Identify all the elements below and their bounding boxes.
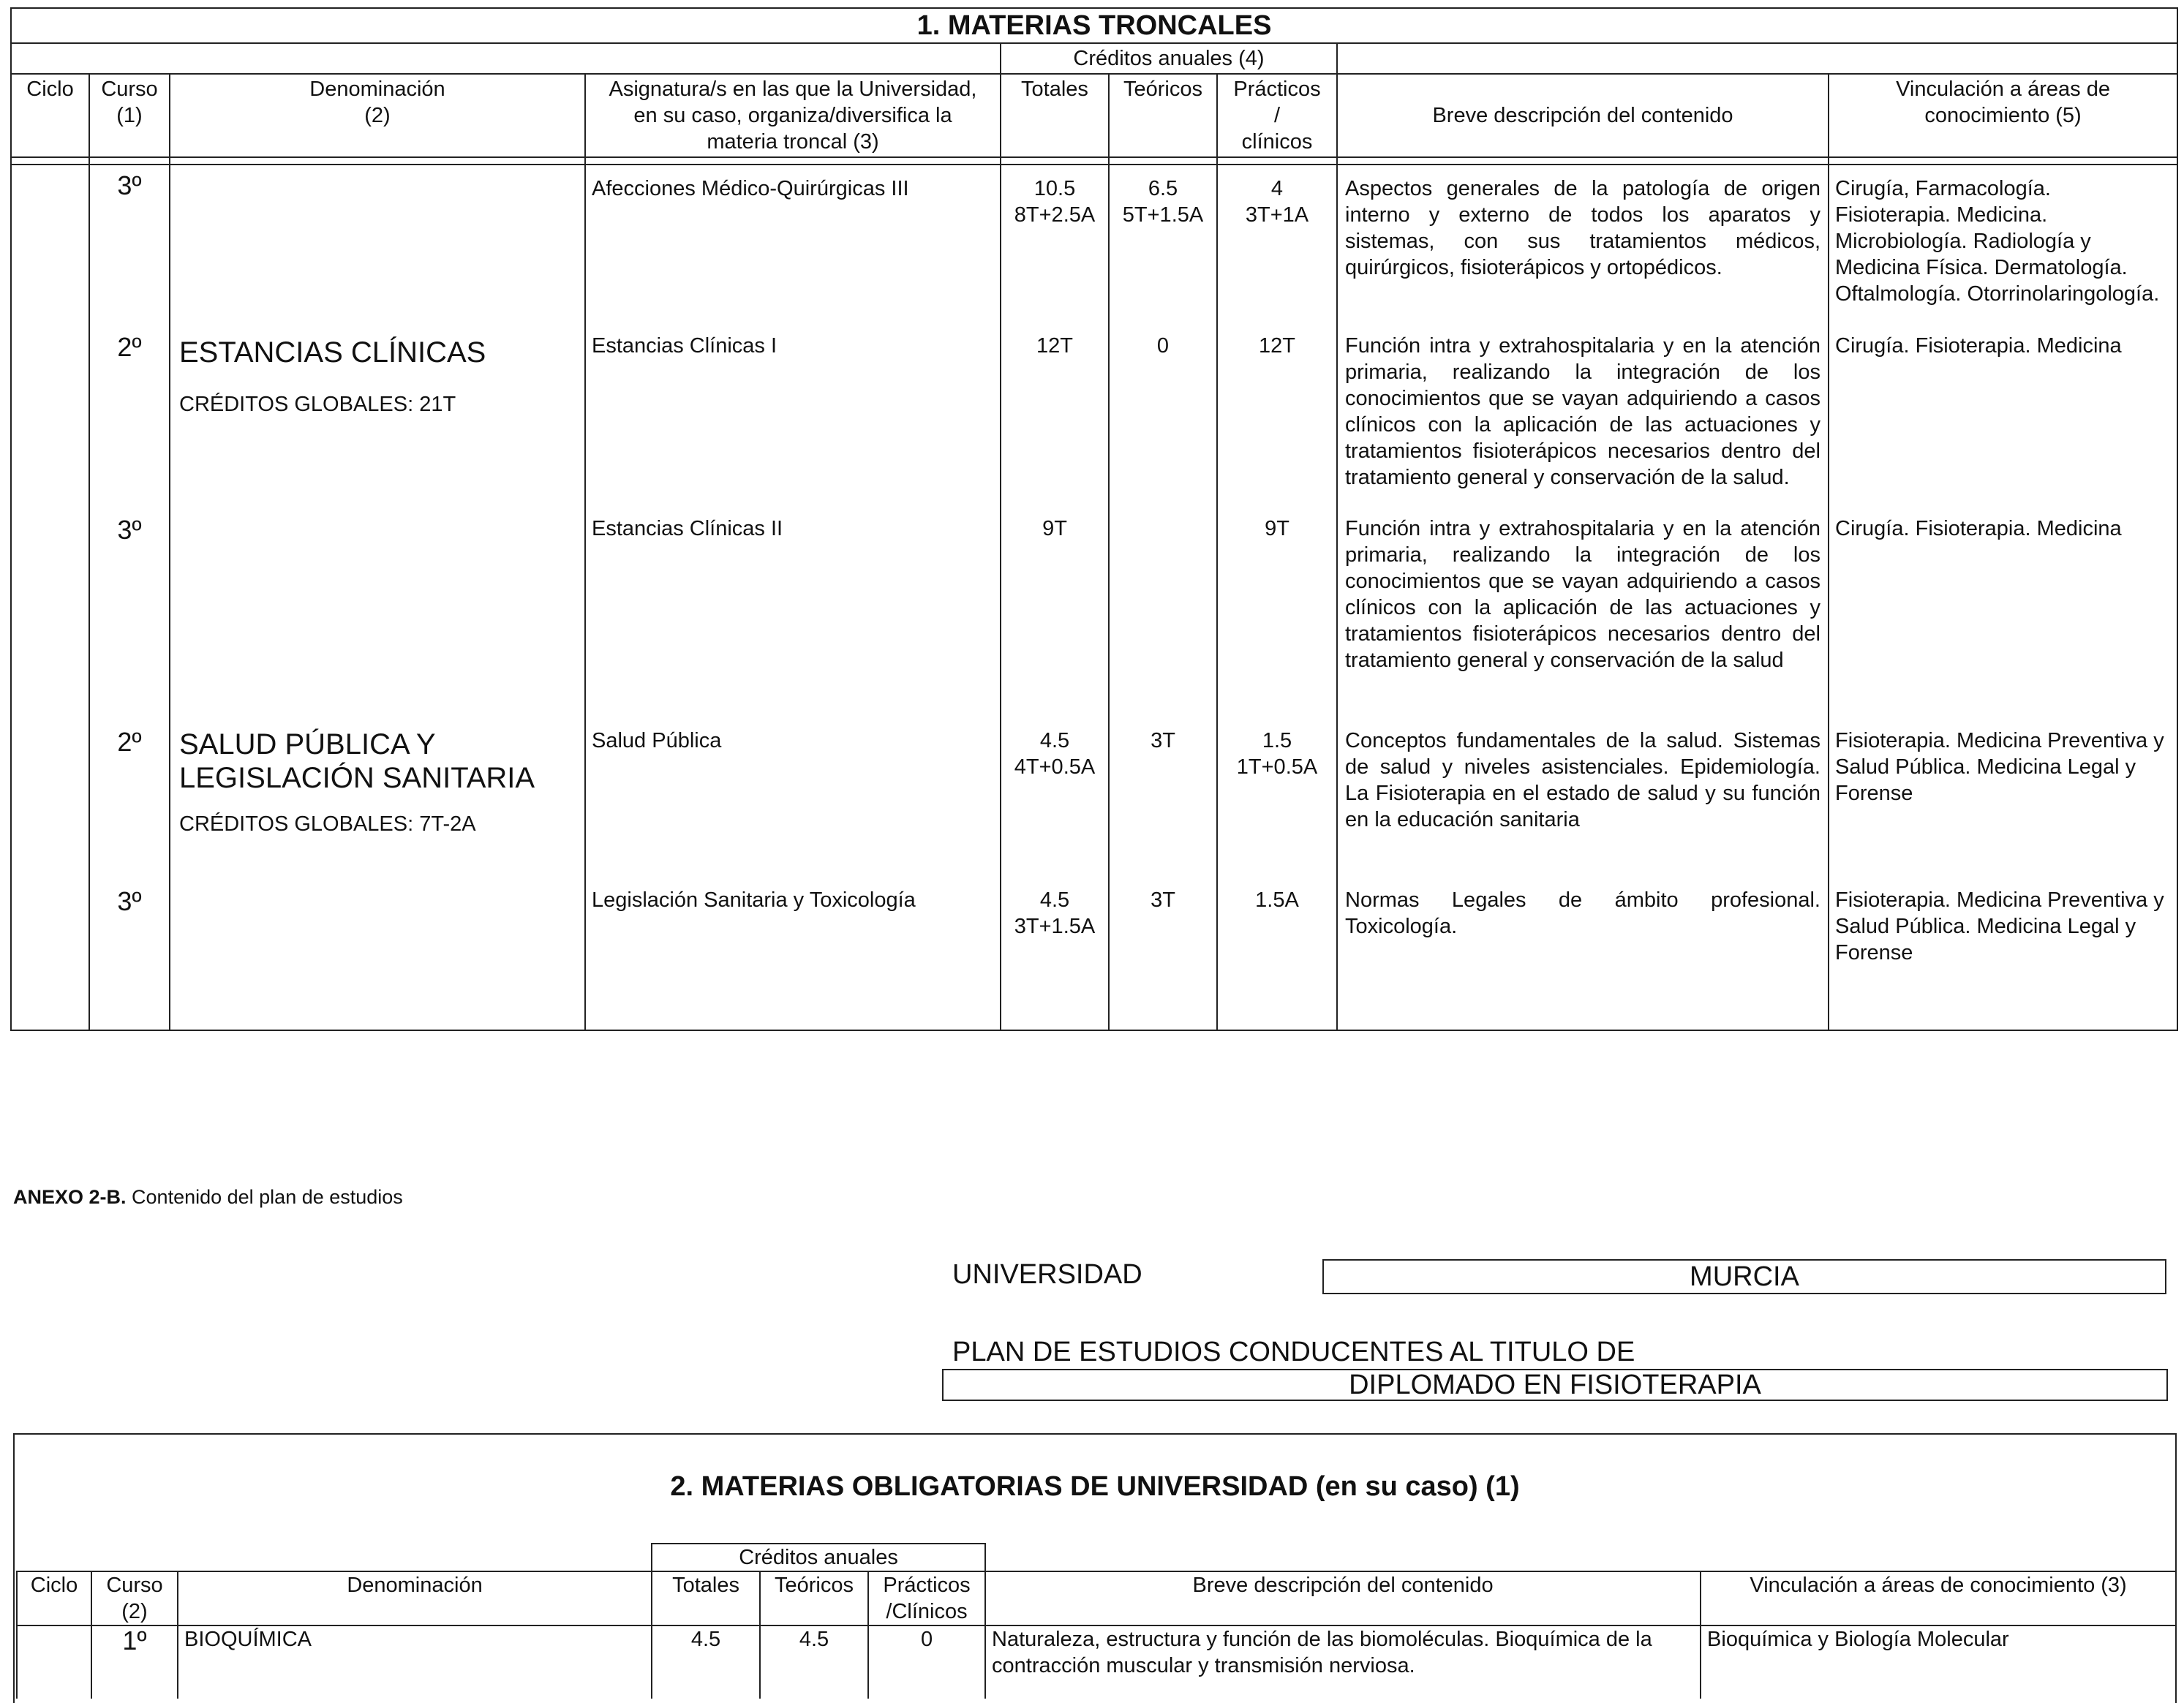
creditos-globales: CRÉDITOS GLOBALES: 7T-2A: [179, 812, 476, 836]
curso-cell: 3º: [89, 887, 170, 1030]
totales-cell: 10.5 8T+2.5A: [1001, 165, 1109, 333]
descripcion-cell: Función intra y extrahospitalaria y en la atención primaria, realizando la integración de los conocimientos que se vayan adquiriendo a casos clínicos con la aplicación de las actuaciones y tratamientos fisioterápicos necesarios dentro del tratamiento general y conservación de la salud.: [1337, 333, 1829, 516]
teoricos-cell: 0: [1109, 333, 1217, 516]
vinculacion-cell: Cirugía. Fisioterapia. Medicina: [1829, 333, 2177, 516]
totales-header: Totales: [1001, 74, 1109, 157]
teoricos-header: Teóricos: [760, 1571, 868, 1625]
descripcion-cell: Conceptos fundamentales de la salud. Sistemas de salud y niveles asistenciales. Epidemiología. La Fisioterapia en el estado de salud y su función en la educación sanitaria: [1337, 728, 1829, 887]
practicos-cell: 9T: [1217, 516, 1337, 728]
vinculacion-header: Vinculación a áreas de conocimiento (3): [1701, 1571, 2176, 1625]
practicos-header: Prácticos /Clínicos: [868, 1571, 985, 1625]
curso-header: Curso (1): [89, 74, 170, 157]
practicos-cell: 1.5A: [1217, 887, 1337, 1030]
curso-cell: 3º: [89, 516, 170, 728]
descripcion-cell: Función intra y extrahospitalaria y en la atención primaria, realizando la integración de los conocimientos que se vayan adquiriendo a casos clínicos con la aplicación de las actuaciones y tratamientos fisioterápicos necesarios dentro del tratamiento general y conservación de la salud: [1337, 516, 1829, 728]
table-row: [11, 165, 2177, 333]
asignatura-cell: Legislación Sanitaria y Toxicología: [585, 887, 1001, 1030]
universidad-label: UNIVERSIDAD: [952, 1259, 1142, 1290]
ciclo-header: Ciclo: [11, 74, 89, 157]
denominacion-title: SALUD PÚBLICA Y LEGISLACIÓN SANITARIA: [179, 728, 535, 794]
creditos-anuales-header: Créditos anuales (4): [1001, 43, 1337, 74]
table-row: [11, 516, 2177, 728]
asignatura-cell: Afecciones Médico-Quirúrgicas III: [585, 165, 1001, 333]
denominacion-cell: BIOQUÍMICA: [178, 1625, 652, 1699]
creditos-globales: CRÉDITOS GLOBALES: 21T: [179, 393, 456, 416]
curso-cell: 2º: [89, 728, 170, 887]
practicos-cell: 0: [868, 1625, 985, 1699]
descripcion-cell: Naturaleza, estructura y función de las biomoléculas. Bioquímica de la contracción muscular y transmisión nerviosa.: [985, 1625, 1701, 1699]
teoricos-cell: [1109, 516, 1217, 728]
vinculacion-cell: Bioquímica y Biología Molecular: [1701, 1625, 2176, 1699]
table-row: [11, 887, 2177, 1030]
table-row: [11, 333, 2177, 516]
practicos-header: Prácticos / clínicos: [1217, 74, 1337, 157]
teoricos-header: Teóricos: [1109, 74, 1217, 157]
vinculacion-cell: Fisioterapia. Medicina Preventiva y Salud Pública. Medicina Legal y Forense: [1829, 887, 2177, 1030]
teoricos-cell: 6.5 5T+1.5A: [1109, 165, 1217, 333]
plan-label: PLAN DE ESTUDIOS CONDUCENTES AL TITULO DE: [952, 1337, 1635, 1367]
denominacion-cell: [170, 333, 585, 516]
section1-title: 1. MATERIAS TRONCALES: [11, 8, 2177, 43]
materias-obligatorias-table: [16, 1543, 2177, 1699]
vinculacion-cell: Cirugía. Fisioterapia. Medicina: [1829, 516, 2177, 728]
curso-header: Curso (2): [91, 1571, 178, 1625]
practicos-cell: 4 3T+1A: [1217, 165, 1337, 333]
teoricos-cell: 3T: [1109, 887, 1217, 1030]
table-row: [17, 1625, 2176, 1699]
totales-header: Totales: [652, 1571, 760, 1625]
denominacion-title: ESTANCIAS CLÍNICAS: [179, 336, 486, 369]
descripcion-cell: Normas Legales de ámbito profesional. Toxicología.: [1337, 887, 1829, 1030]
vinculacion-cell: Fisioterapia. Medicina Preventiva y Salud Pública. Medicina Legal y Forense: [1829, 728, 2177, 887]
table-row: [11, 728, 2177, 887]
totales-cell: 12T: [1001, 333, 1109, 516]
vinculacion-cell: Cirugía, Farmacología. Fisioterapia. Medicina. Microbiología. Radiología y Medicina Física. Dermatología. Oftalmología. Otorrinolaringología.: [1829, 165, 2177, 333]
anexo-label: ANEXO 2-B. Contenido del plan de estudios: [13, 1186, 403, 1208]
descripcion-cell: Aspectos generales de la patología de origen interno y externo de todos los aparatos y sistemas, con sus tratamientos médicos, quirúrgicos, fisioterápicos y ortopédicos.: [1337, 165, 1829, 333]
denominacion-header: Denominación (2): [170, 74, 585, 157]
vinculacion-header: Vinculación a áreas de conocimiento (5): [1829, 74, 2177, 157]
materias-troncales-table: [10, 7, 2178, 1031]
teoricos-cell: 3T: [1109, 728, 1217, 887]
totales-cell: 4.5 3T+1.5A: [1001, 887, 1109, 1030]
teoricos-cell: 4.5: [760, 1625, 868, 1699]
ciclo-header: Ciclo: [17, 1571, 91, 1625]
universidad-value: MURCIA: [1322, 1259, 2166, 1294]
asignatura-cell: Salud Pública: [585, 728, 1001, 887]
practicos-cell: 1.5 1T+0.5A: [1217, 728, 1337, 887]
descripcion-header: Breve descripción del contenido: [985, 1571, 1701, 1625]
totales-cell: 4.5: [652, 1625, 760, 1699]
curso-cell: 2º: [89, 333, 170, 516]
practicos-cell: 12T: [1217, 333, 1337, 516]
curso-cell: 1º: [91, 1625, 178, 1699]
asignatura-cell: Estancias Clínicas I: [585, 333, 1001, 516]
curso-cell: 3º: [89, 165, 170, 333]
totales-cell: 9T: [1001, 516, 1109, 728]
asignatura-cell: Estancias Clínicas II: [585, 516, 1001, 728]
descripcion-header: Breve descripción del contenido: [1337, 74, 1829, 157]
denominacion-header: Denominación: [178, 1571, 652, 1625]
asignatura-header: Asignatura/s en las que la Universidad, en su caso, organiza/diversifica la materia troncal (3): [585, 74, 1001, 157]
plan-value: DIPLOMADO EN FISIOTERAPIA: [942, 1369, 2168, 1401]
creditos-anuales-header: Créditos anuales: [652, 1544, 985, 1571]
denominacion-cell: [170, 728, 585, 887]
section2-title: 2. MATERIAS OBLIGATORIAS DE UNIVERSIDAD (en su caso) (1): [670, 1471, 1520, 1502]
totales-cell: 4.5 4T+0.5A: [1001, 728, 1109, 887]
